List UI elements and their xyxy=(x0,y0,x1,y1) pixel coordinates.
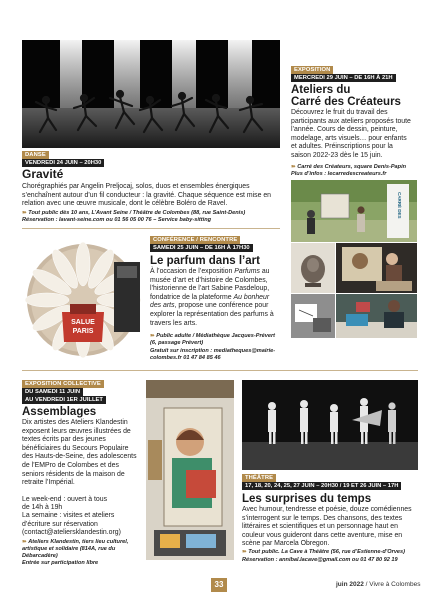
danse-date-badge: VENDREDI 24 JUIN – 20H30 xyxy=(22,159,104,167)
outdoor-exhibition-illustration xyxy=(291,180,417,242)
collective-hours-week: La semaine : visites et ateliers d’écriture sur réservation (contact@ateliersklandestin.org) xyxy=(22,512,121,537)
exposition-info-venue: ➽ Carré des Créateurs, square Denis-Papin xyxy=(291,164,407,170)
bottle-label-line2: PARIS xyxy=(72,328,94,335)
workshop-photo xyxy=(336,294,417,338)
arrow-icon: ➽ xyxy=(22,210,29,216)
theatre-info-booking: Réservation : annibal.lacave@gmail.com ou 01 47 80 92 19 xyxy=(242,557,398,563)
section-divider xyxy=(22,228,280,229)
collective-title: Assemblages xyxy=(22,406,97,418)
theatre-description: Avec humour, tendresse et poésie, douze comédiennes s’interrogent sur le temps. Des chansons, des textes littéraires et scientifiques et un personnage haut en couleur vous guideront dans cette aventure, mise en scène par Marcela Obregon. xyxy=(242,506,412,548)
carre-sign-text: CARRÉ DES xyxy=(397,192,402,219)
collective-description: Dix artistes des Ateliers Klandestin exposent leurs œuvres illustrées de textes écrits par des jeunes bénéficiaires du Secours Populaire des Hauts-de-Seine, des adolescents de l’EMPro de Colombes et des seniors résidents de la maison de retraite l’Impérial. xyxy=(22,419,137,487)
drawing-table-illustration xyxy=(291,294,335,338)
gallery-artworks-illustration xyxy=(146,380,234,560)
drawing-photo xyxy=(291,294,335,338)
painting-photo xyxy=(336,243,417,293)
danse-description: Chorégraphiés par Angelin Preljocaj, solos, duos et ensembles énergiques s’enchaînent autour d’un fil conducteur : la gravité. Chaque séquence est mise en relation avec une œuvre musicale, dont le célèbre Boléro de Ravel. xyxy=(22,183,271,208)
painting-workshop-illustration xyxy=(336,243,417,293)
collective-info-entry: Entrée sur participation libre xyxy=(22,560,99,566)
arrow-icon: ➽ xyxy=(242,549,249,555)
footer-separator: / xyxy=(365,581,368,588)
sculpture-photo xyxy=(291,243,335,293)
conference-category-badge: CONFÉRENCE / RENCONTRE xyxy=(150,236,240,244)
exposition-category-badge: EXPOSITION xyxy=(291,66,333,74)
collective-hours-weekend: Le week-end : ouvert à tous xyxy=(22,496,108,503)
danse-title: Gravité xyxy=(22,167,64,181)
exposition-description: Découvrez le fruit du travail des participants aux ateliers proposés toute l’année. Cours de dessin, peinture, modelage, arts visuels… pour enfants et adultes. Préinscriptions pour la saison 2022-23 dès le 15 juin. xyxy=(291,109,411,159)
theatre-photo xyxy=(242,380,418,470)
collective-date-badge-start: DU SAMEDI 11 JUIN xyxy=(22,388,83,396)
exposition-title-line1: Ateliers du xyxy=(291,84,351,96)
collective-hours-time: de 14h à 19h xyxy=(22,504,63,511)
bottle-label-line1: SALUE xyxy=(71,319,95,326)
conference-info-venue: ➽ Public adulte / Médiathèque Jacques-Prévert (6, passage Prévert) xyxy=(150,333,275,346)
dance-photo xyxy=(22,40,280,148)
exposition-info-web: Plus d’infos : lecarredescreateurs.fr xyxy=(291,171,387,177)
assemblages-photo xyxy=(146,380,234,560)
conference-date-badge: SAMEDI 25 JUIN – DE 16H À 17H30 xyxy=(150,244,253,252)
arrow-icon: ➽ xyxy=(22,539,29,545)
dance-stage-illustration xyxy=(22,40,280,148)
danse-info-venue: ➽ Tout public dès 10 ans, L’Avant Seine / Théâtre de Colombes (88, rue Saint-Denis) xyxy=(22,210,246,216)
danse-category-badge: DANSE xyxy=(22,151,49,159)
section-divider xyxy=(22,370,418,371)
footer-magazine: Vivre à Colombes xyxy=(369,581,421,588)
theatre-info-venue: ➽ Tout public. La Cave à Théâtre (56, rue d’Estienne-d’Orves) xyxy=(242,549,406,555)
danse-info-booking: Réservation : lavant-seine.com ou 01 56 05 00 76 – Service baby-sitting xyxy=(22,217,212,223)
art-workshop-illustration xyxy=(336,294,417,338)
exposition-date-badge: MERCREDI 29 JUIN – DE 16H À 21H xyxy=(291,74,396,82)
collective-date-badge-end: AU VENDREDI 1ER JUILLET xyxy=(22,396,106,404)
conference-info-booking: Gratuit sur inscription : mediatheques@mairie-colombes.fr 01 47 84 85 46 xyxy=(150,348,276,361)
theatre-stage-illustration xyxy=(242,380,418,470)
theatre-title: Les surprises du temps xyxy=(242,493,372,505)
page-number-badge: 33 xyxy=(211,578,227,592)
theatre-category-badge: THÉÂTRE xyxy=(242,474,276,482)
perfume-poster-illustration xyxy=(22,242,144,358)
theatre-date-badge: 17, 18, 20, 24, 25, 27 JUIN – 20H30 / 19 ET 26 JUIN – 17H xyxy=(242,482,401,490)
parfum-artwork xyxy=(22,242,144,358)
ceramic-sculpture-illustration xyxy=(291,243,335,293)
exposition-title-line2: Carré des Créateurs xyxy=(291,96,401,108)
collective-category-badge: EXPOSITION COLLECTIVE xyxy=(22,380,104,388)
collective-info-venue: ➽ Ateliers Klandestin, tiers lieu culturel, artistique et solidaire (814A, rue du Débarcadère) xyxy=(22,539,129,559)
footer-date: juin 2022 xyxy=(336,581,364,588)
arrow-icon: ➽ xyxy=(291,164,298,170)
conference-description: À l’occasion de l’exposition Parfums au musée d’art et d’histoire de Colombes, l’historienne de l’art Sabine Pasdeloup, fondatrice de la plateforme Au bonheur des arts, propose une conférence pour explorer la représentation des parfums à travers les arts. xyxy=(150,268,274,327)
exposition-photo xyxy=(291,180,417,242)
arrow-icon: ➽ xyxy=(150,333,157,339)
conference-title: Le parfum dans l’art xyxy=(150,255,260,267)
footer-label xyxy=(336,581,420,588)
